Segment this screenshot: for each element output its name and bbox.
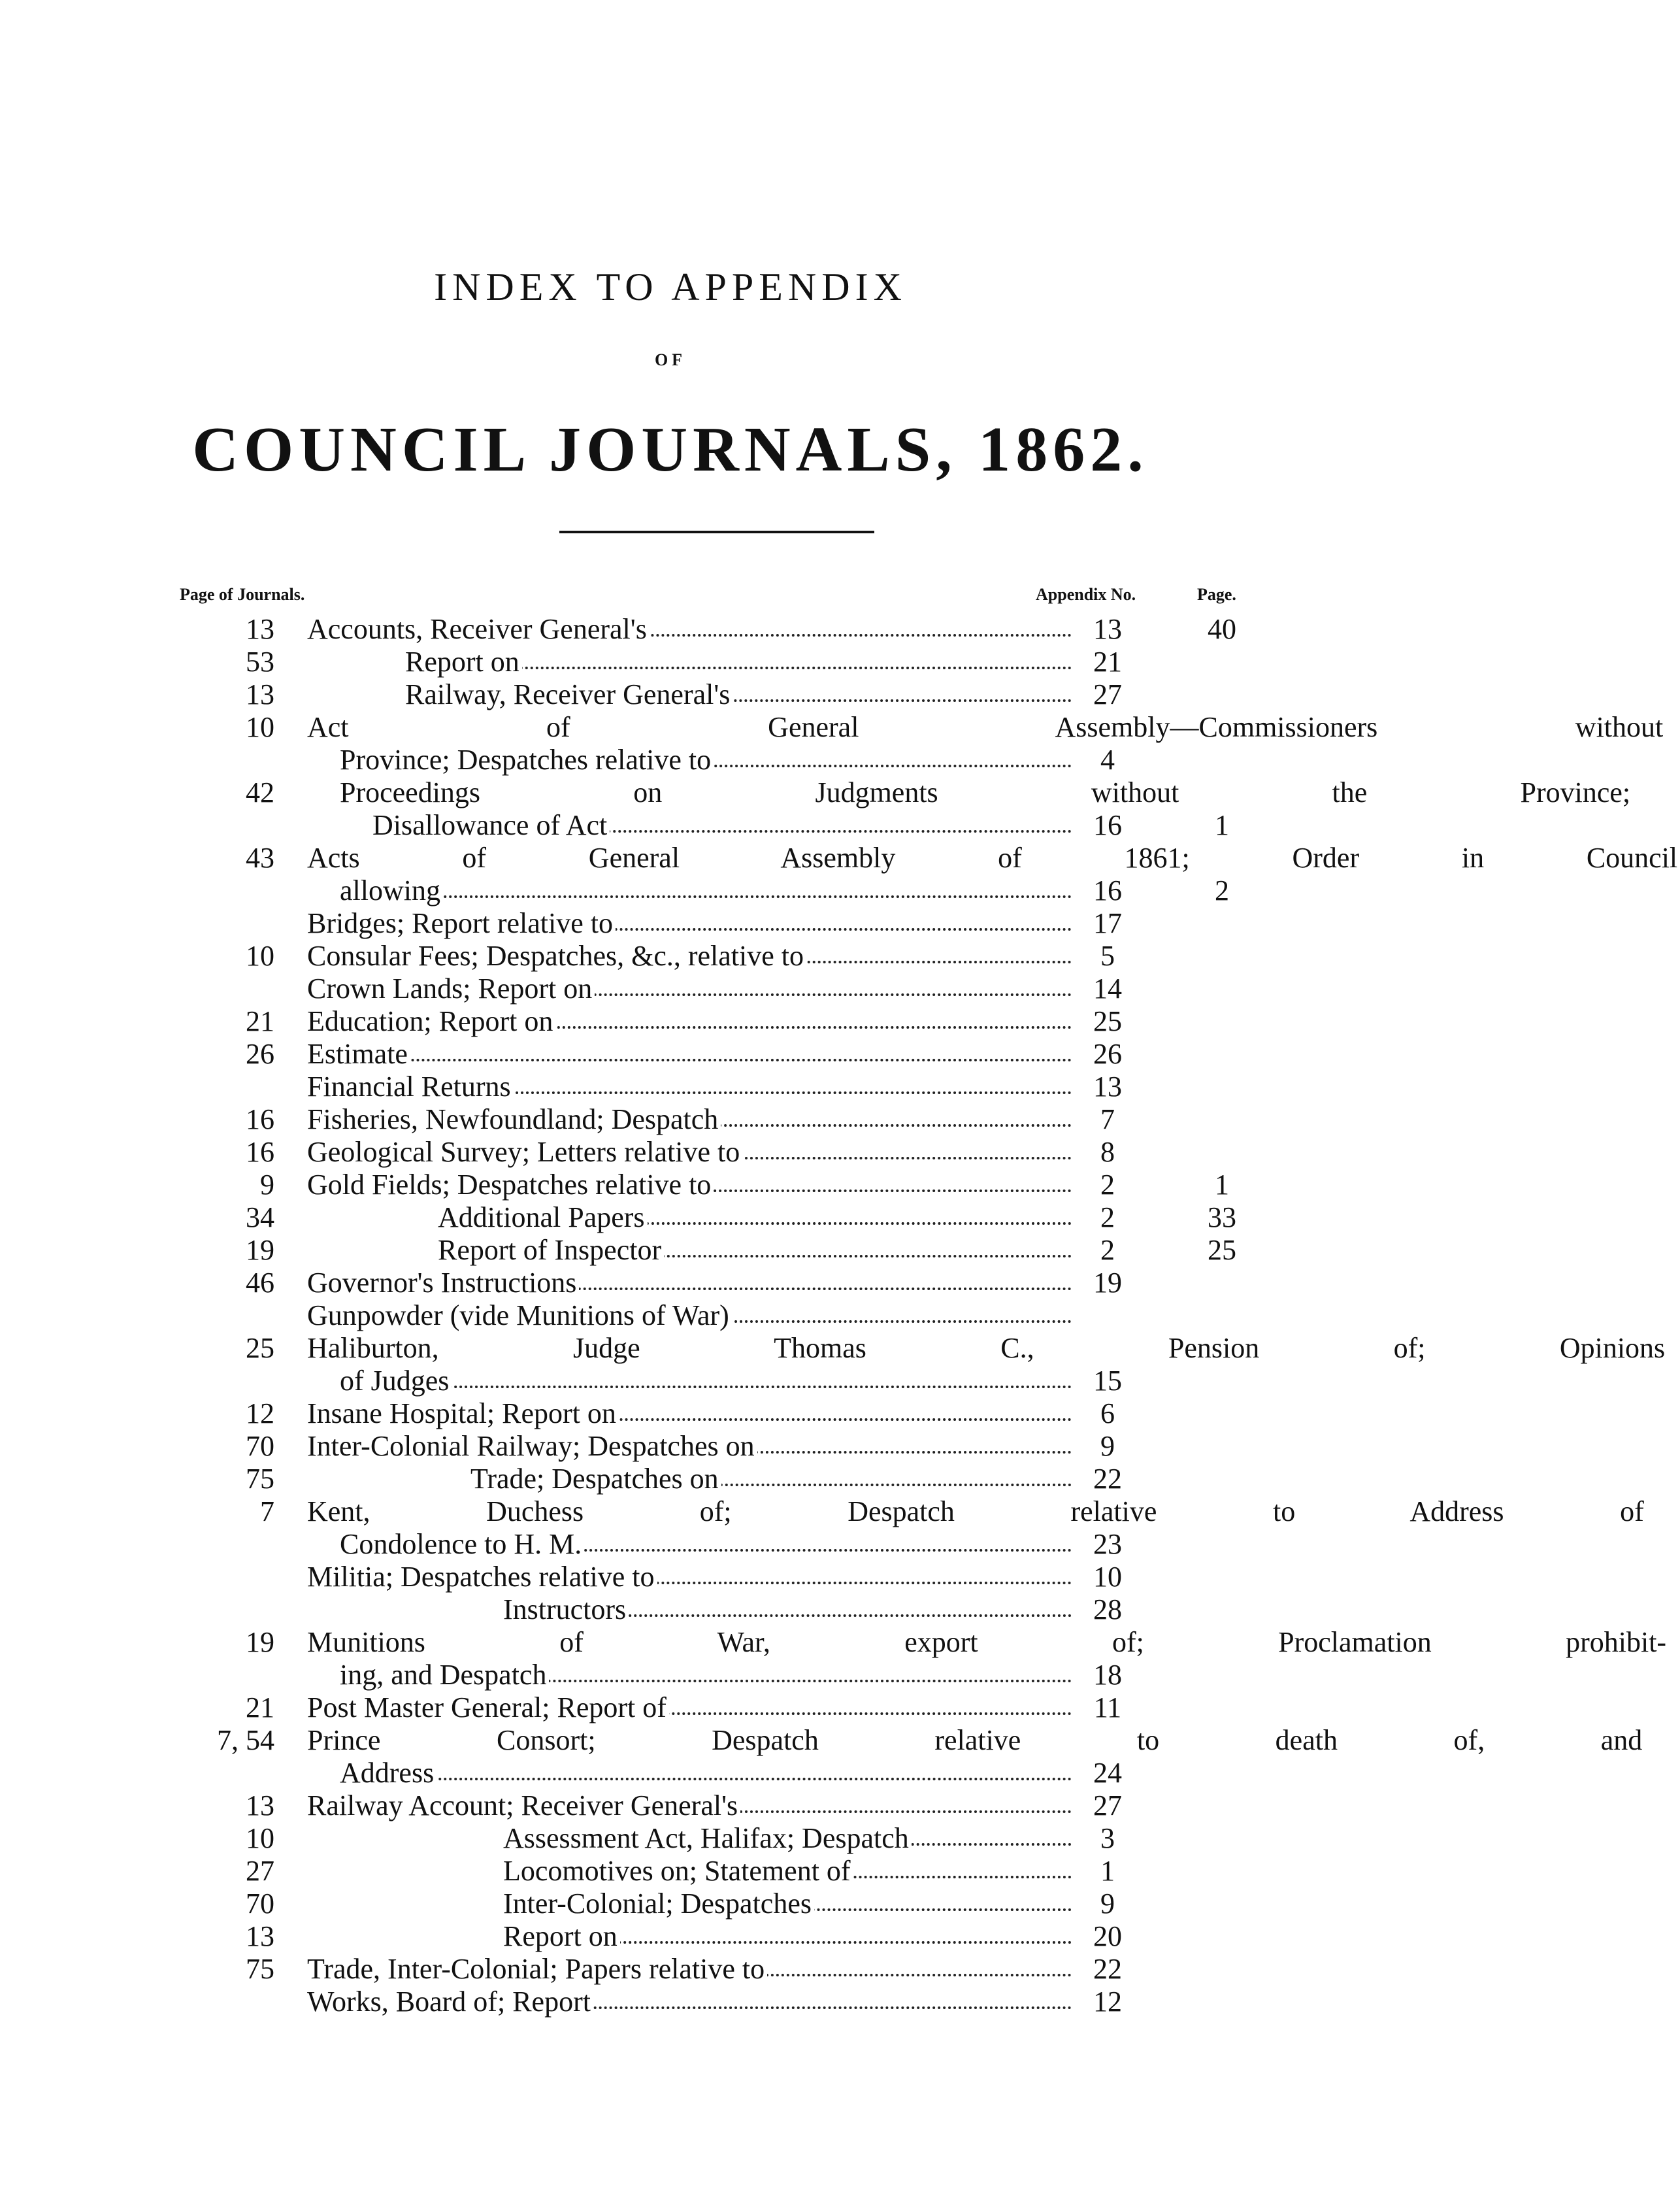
journal-page-number: 16 xyxy=(246,1103,274,1135)
entry-text: Financial Returns xyxy=(307,1071,514,1103)
appendix-page-number: 1 xyxy=(1215,1169,1229,1201)
appendix-number: 27 xyxy=(1093,678,1122,710)
entry-text-wrap xyxy=(307,1495,1644,1528)
journal-page-number: 9 xyxy=(260,1169,274,1201)
entry-text-wrap xyxy=(307,940,1072,973)
appendix-number: 22 xyxy=(1093,1463,1122,1495)
journal-page-number: 25 xyxy=(246,1332,274,1364)
appendix-number: 8 xyxy=(1100,1136,1115,1168)
journal-page-number: 21 xyxy=(246,1691,274,1723)
appendix-number: 12 xyxy=(1093,1986,1122,2018)
journal-page-number: 10 xyxy=(246,940,274,972)
index-line xyxy=(0,1561,1341,1593)
entry-text-wrap xyxy=(438,1201,1072,1234)
entry-text: Instructors xyxy=(503,1593,629,1625)
entry-text: Inter-Colonial; Despatches xyxy=(503,1888,814,1920)
entry-text: Works, Board of; Report xyxy=(307,1986,593,2018)
column-header-appendix-no: Appendix No. xyxy=(1036,585,1136,604)
entry-text: Accounts, Receiver General's xyxy=(307,613,650,645)
index-line xyxy=(0,1888,1341,1920)
journal-page-number: 70 xyxy=(246,1888,274,1920)
entry-text-wrap xyxy=(470,1463,1072,1495)
entry-text-wrap xyxy=(307,1169,1072,1201)
entry-text: Consular Fees; Despatches, &c., relative to xyxy=(307,940,806,972)
appendix-number: 17 xyxy=(1093,907,1122,939)
index-line xyxy=(0,1986,1341,2018)
appendix-number: 16 xyxy=(1093,809,1122,841)
entry-text-wrap xyxy=(307,711,1664,744)
journal-page-number: 26 xyxy=(246,1038,274,1070)
entry-text: Additional Papers xyxy=(438,1201,648,1233)
entry-text-wrap xyxy=(307,1986,1072,2018)
journal-page-number: 43 xyxy=(246,842,274,874)
entry-text-wrap xyxy=(307,1038,1072,1071)
index-line xyxy=(0,646,1341,678)
appendix-number: 2 xyxy=(1100,1169,1115,1201)
appendix-page-number: 33 xyxy=(1208,1201,1236,1233)
journal-page-number: 27 xyxy=(246,1855,274,1887)
appendix-page-number: 2 xyxy=(1215,874,1229,907)
journal-page-number: 13 xyxy=(246,1789,274,1822)
entry-text: Militia; Despatches relative to xyxy=(307,1561,657,1593)
entry-text-wrap xyxy=(307,1724,1643,1757)
entry-text-wrap xyxy=(340,874,1072,907)
index-line xyxy=(0,1430,1341,1463)
journal-page-number: 75 xyxy=(246,1953,274,1985)
index-line xyxy=(0,776,1631,809)
journal-page-number: 19 xyxy=(246,1234,274,1266)
entry-text-wrap xyxy=(307,973,1072,1005)
index-line xyxy=(0,1953,1341,1986)
appendix-number: 20 xyxy=(1093,1920,1122,1952)
entry-text-wrap xyxy=(405,646,1072,678)
index-line xyxy=(0,1724,1643,1757)
entry-text: Crown Lands; Report on xyxy=(307,973,595,1005)
entry-text-wrap xyxy=(503,1888,1072,1920)
appendix-number: 26 xyxy=(1093,1038,1122,1070)
journal-page-number: 10 xyxy=(246,1822,274,1854)
index-line xyxy=(0,711,1664,744)
entry-text: Proceedings on Judgments without the Province; xyxy=(340,776,1633,808)
index-line xyxy=(0,1691,1341,1724)
index-line xyxy=(0,1103,1341,1136)
appendix-page-number: 40 xyxy=(1208,613,1236,645)
index-entries xyxy=(0,613,1678,2018)
index-line xyxy=(0,678,1341,711)
entry-text: ing, and Despatch xyxy=(340,1659,549,1691)
journal-page-number: 21 xyxy=(246,1005,274,1037)
index-line xyxy=(0,1495,1644,1528)
entry-text: Gunpowder (vide Munitions of War) xyxy=(307,1299,732,1331)
appendix-number: 9 xyxy=(1100,1430,1115,1462)
journal-page-number: 13 xyxy=(246,678,274,710)
index-line xyxy=(0,1593,1341,1626)
journal-page-number: 7 xyxy=(260,1495,274,1527)
title-of: OF xyxy=(654,350,687,369)
entry-text-wrap xyxy=(340,1365,1072,1397)
appendix-number: 6 xyxy=(1100,1397,1115,1429)
index-line xyxy=(0,973,1341,1005)
entry-text: Disallowance of Act xyxy=(372,809,610,841)
appendix-number: 7 xyxy=(1100,1103,1115,1135)
index-line xyxy=(0,1397,1341,1430)
index-line xyxy=(0,1169,1341,1201)
entry-text-wrap xyxy=(307,1953,1072,1986)
appendix-number: 9 xyxy=(1100,1888,1115,1920)
entry-text-wrap xyxy=(307,1332,1666,1365)
entry-text-wrap xyxy=(307,1561,1072,1593)
appendix-number: 14 xyxy=(1093,973,1122,1005)
entry-text: Act of General Assembly—Commissioners without xyxy=(307,711,1666,743)
index-line xyxy=(0,1299,1341,1332)
journal-page-number: 19 xyxy=(246,1626,274,1658)
journal-page-number: 10 xyxy=(246,711,274,743)
entry-text: Geological Survey; Letters relative to xyxy=(307,1136,742,1168)
index-line xyxy=(0,1332,1666,1365)
entry-text-wrap xyxy=(307,1299,1072,1332)
entry-text-wrap xyxy=(307,907,1072,940)
entry-text: Kent, Duchess of; Despatch relative to Address of xyxy=(307,1495,1647,1527)
entry-text-wrap xyxy=(438,1234,1072,1267)
index-line xyxy=(0,1071,1341,1103)
entry-text: Acts of General Assembly of 1861; Order in Council xyxy=(307,842,1680,874)
title-rule xyxy=(559,531,874,533)
appendix-number: 10 xyxy=(1093,1561,1122,1593)
appendix-number: 13 xyxy=(1093,613,1122,645)
appendix-number: 28 xyxy=(1093,1593,1122,1625)
appendix-page-number: 1 xyxy=(1215,809,1229,841)
index-line xyxy=(0,1789,1341,1822)
entry-text-wrap xyxy=(307,613,1072,646)
journal-page-number: 7, 54 xyxy=(217,1724,274,1756)
entry-text: Governor's Instructions xyxy=(307,1267,579,1299)
entry-text: Report of Inspector xyxy=(438,1234,664,1266)
index-line xyxy=(0,940,1341,973)
entry-text: Haliburton, Judge Thomas C., Pension of; Opinions xyxy=(307,1332,1668,1364)
journal-page-number: 42 xyxy=(246,776,274,808)
index-line xyxy=(0,1463,1341,1495)
entry-text: Prince Consort; Despatch relative to death of, and xyxy=(307,1724,1645,1756)
entry-text-wrap xyxy=(372,809,1072,842)
journal-page-number: 34 xyxy=(246,1201,274,1233)
entry-text-wrap xyxy=(307,1430,1072,1463)
entry-text: Post Master General; Report of xyxy=(307,1691,669,1723)
journal-page-number: 13 xyxy=(246,613,274,645)
entry-text: Education; Report on xyxy=(307,1005,555,1037)
entry-text: Fisheries, Newfoundland; Despatch xyxy=(307,1103,721,1135)
column-header-page: Page. xyxy=(1197,585,1236,604)
journal-page-number: 53 xyxy=(246,646,274,678)
appendix-number: 19 xyxy=(1093,1267,1122,1299)
index-line xyxy=(0,1201,1341,1234)
entry-text: Province; Despatches relative to xyxy=(340,744,714,776)
entry-text-wrap xyxy=(307,1103,1072,1136)
entry-text-wrap xyxy=(340,776,1631,809)
entry-text-wrap xyxy=(340,1757,1072,1789)
index-line xyxy=(0,1234,1341,1267)
index-line xyxy=(0,1365,1341,1397)
entry-text: Inter-Colonial Railway; Despatches on xyxy=(307,1430,757,1462)
entry-text: Estimate xyxy=(307,1038,410,1070)
entry-text-wrap xyxy=(405,678,1072,711)
index-line xyxy=(0,1038,1341,1071)
entry-text: Insane Hospital; Report on xyxy=(307,1397,619,1429)
index-line xyxy=(0,1855,1341,1888)
index-line xyxy=(0,874,1341,907)
index-line xyxy=(0,1005,1341,1038)
index-line xyxy=(0,613,1341,646)
appendix-number: 18 xyxy=(1093,1659,1122,1691)
entry-text-wrap xyxy=(307,1789,1072,1822)
index-line xyxy=(0,1136,1341,1169)
index-line xyxy=(0,1528,1341,1561)
journal-page-number: 16 xyxy=(246,1136,274,1168)
entry-text-wrap xyxy=(307,1005,1072,1038)
appendix-number: 27 xyxy=(1093,1789,1122,1822)
appendix-number: 5 xyxy=(1100,940,1115,972)
entry-text-wrap xyxy=(503,1920,1072,1953)
appendix-number: 25 xyxy=(1093,1005,1122,1037)
entry-text-wrap xyxy=(340,1528,1072,1561)
entry-text-wrap xyxy=(307,1626,1667,1659)
entry-text: allowing xyxy=(340,874,443,907)
column-header-page-of-journals: Page of Journals. xyxy=(180,585,305,604)
appendix-number: 11 xyxy=(1093,1691,1122,1723)
appendix-number: 1 xyxy=(1100,1855,1115,1887)
entry-text-wrap xyxy=(340,1659,1072,1691)
entry-text: Report on xyxy=(503,1920,620,1952)
journal-page-number: 70 xyxy=(246,1430,274,1462)
appendix-number: 2 xyxy=(1100,1234,1115,1266)
appendix-page-number: 25 xyxy=(1208,1234,1236,1266)
journal-page-number: 75 xyxy=(246,1463,274,1495)
entry-text-wrap xyxy=(503,1855,1072,1888)
index-line xyxy=(0,842,1678,874)
entry-text-wrap xyxy=(307,1691,1072,1724)
index-line xyxy=(0,1822,1341,1855)
index-line xyxy=(0,1659,1341,1691)
appendix-number: 21 xyxy=(1093,646,1122,678)
entry-text-wrap xyxy=(307,1397,1072,1430)
entry-text: Condolence to H. M. xyxy=(340,1528,584,1560)
index-line xyxy=(0,1626,1667,1659)
entry-text: Trade, Inter-Colonial; Papers relative to xyxy=(307,1953,767,1985)
entry-text: of Judges xyxy=(340,1365,452,1397)
appendix-number: 15 xyxy=(1093,1365,1122,1397)
entry-text-wrap xyxy=(307,1071,1072,1103)
entry-text-wrap xyxy=(307,1136,1072,1169)
title-index-to-appendix: INDEX TO APPENDIX xyxy=(434,265,907,308)
entry-text: Munitions of War, export of; Proclamation prohibit- xyxy=(307,1626,1669,1658)
index-line xyxy=(0,1267,1341,1299)
appendix-number: 2 xyxy=(1100,1201,1115,1233)
index-line xyxy=(0,809,1341,842)
appendix-number: 23 xyxy=(1093,1528,1122,1560)
index-line xyxy=(0,1757,1341,1789)
entry-text: Report on xyxy=(405,646,522,678)
index-line xyxy=(0,907,1341,940)
appendix-number: 22 xyxy=(1093,1953,1122,1985)
entry-text: Gold Fields; Despatches relative to xyxy=(307,1169,714,1201)
entry-text: Address xyxy=(340,1757,436,1789)
entry-text-wrap xyxy=(503,1593,1072,1626)
entry-text: Railway, Receiver General's xyxy=(405,678,733,710)
index-line xyxy=(0,1920,1341,1953)
entry-text: Assessment Act, Halifax; Despatch xyxy=(503,1822,912,1854)
appendix-number: 4 xyxy=(1100,744,1115,776)
entry-text: Bridges; Report relative to xyxy=(307,907,616,939)
entry-text-wrap xyxy=(503,1822,1072,1855)
title-council-journals: COUNCIL JOURNALS, 1862. xyxy=(192,414,1149,485)
appendix-number: 16 xyxy=(1093,874,1122,907)
entry-text: Trade; Despatches on xyxy=(470,1463,721,1495)
index-line xyxy=(0,744,1341,776)
appendix-number: 13 xyxy=(1093,1071,1122,1103)
journal-page-number: 12 xyxy=(246,1397,274,1429)
entry-text-wrap xyxy=(340,744,1072,776)
entry-text: Locomotives on; Statement of xyxy=(503,1855,853,1887)
journal-page-number: 13 xyxy=(246,1920,274,1952)
appendix-number: 24 xyxy=(1093,1757,1122,1789)
entry-text-wrap xyxy=(307,1267,1072,1299)
journal-page-number: 46 xyxy=(246,1267,274,1299)
entry-text-wrap xyxy=(307,842,1678,874)
appendix-number: 3 xyxy=(1100,1822,1115,1854)
entry-text: Railway Account; Receiver General's xyxy=(307,1789,740,1822)
